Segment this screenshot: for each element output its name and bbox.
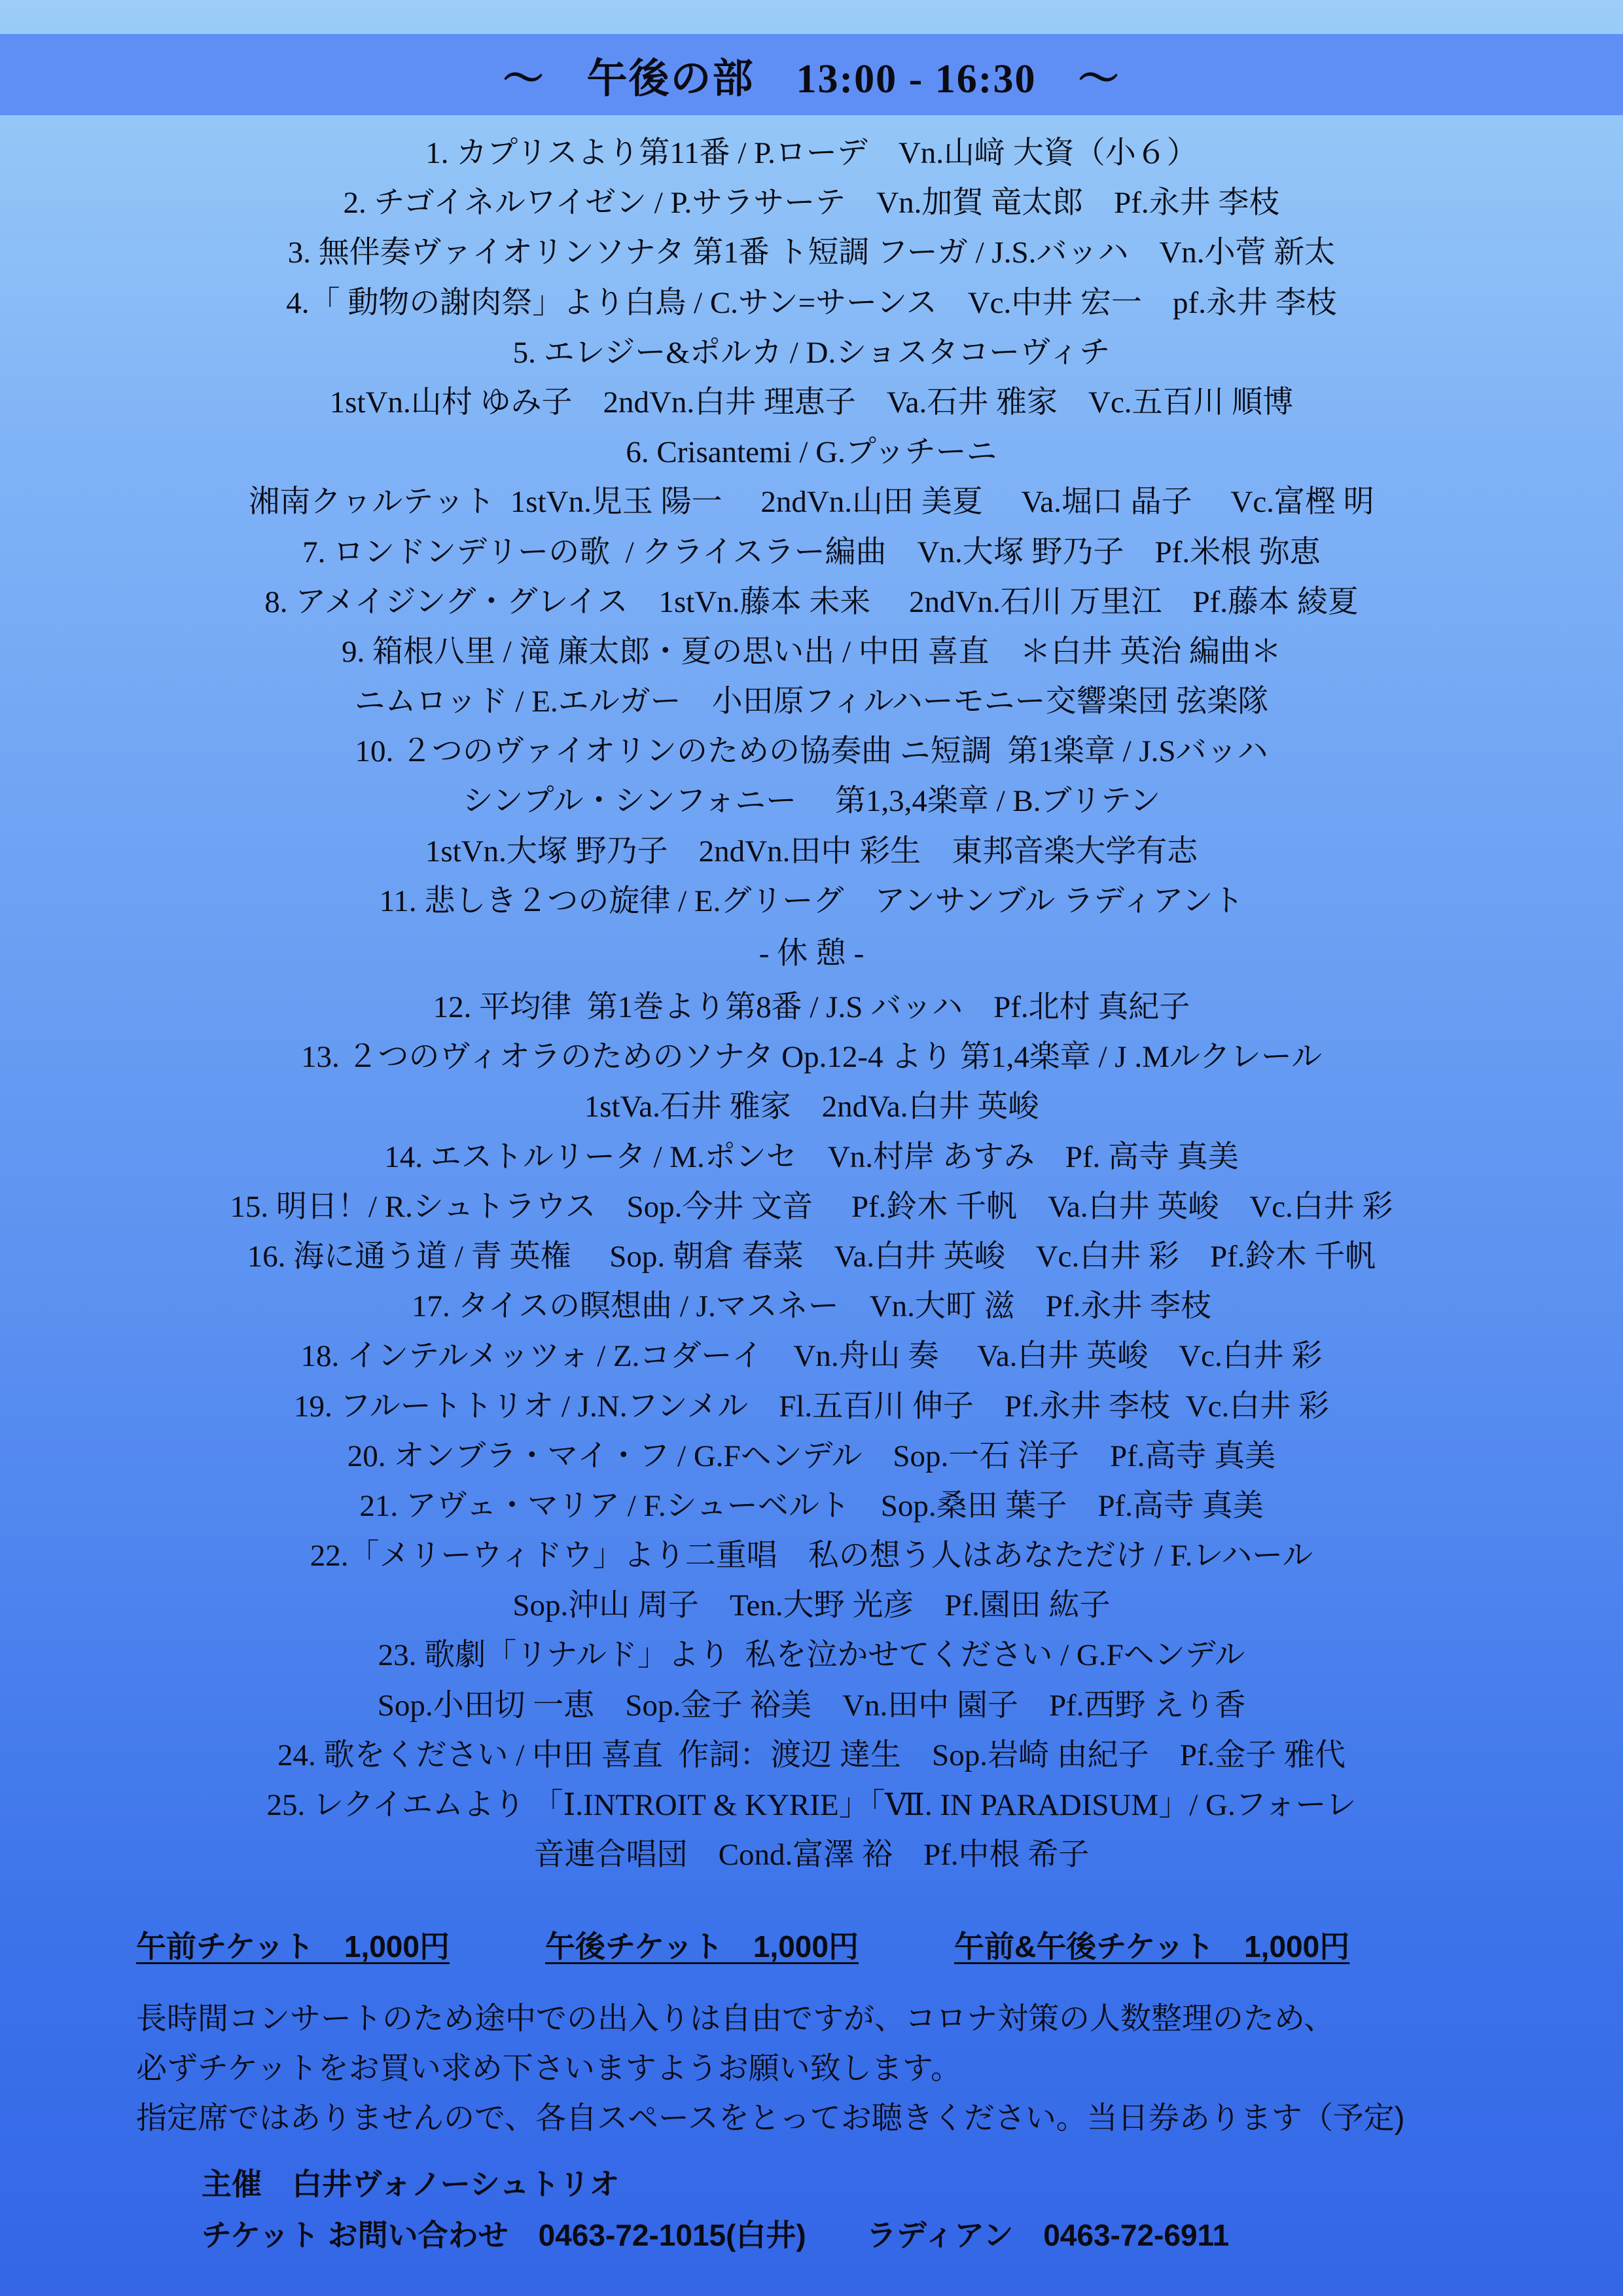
program-line: 15. 明日！/ R.シュトラウス Sop.今井 文音 Pf.鈴木 千帆 Va.白井 英峻 Vc.白井 彩: [230, 1189, 1393, 1224]
notice-text: [136, 1994, 1404, 2143]
program-line: 14. エストルリータ / M.ポンセ Vn.村岸 あすみ Pf. 高寺 真美: [384, 1139, 1239, 1174]
intermission-label: - 休 憩 -: [758, 937, 865, 971]
program-line: 8. アメイジング・グレイス 1stVn.藤本 未来 2ndVn.石川 万里江 Pf.藤本 綾夏: [264, 584, 1359, 619]
header-band: [0, 34, 1623, 115]
notice-line: 長時間コンサートのため途中での出入りは自由ですが、コロナ対策の人数整理のため、: [136, 2001, 1335, 2036]
program-line: 11. 悲しき２つの旋律 / E.グリーグ アンサンブル ラディアント: [379, 884, 1244, 918]
organizer-line: 主催 白井ヴォノーシュトリオ: [202, 2167, 620, 2201]
program-line: 3. 無伴奏ヴァイオリンソナタ 第1番 ト短調 フーガ / J.S.バッハ Vn.小菅 新太: [287, 236, 1336, 270]
ticket-both: 午前&午後チケット 1,000円: [954, 1929, 1350, 1964]
program-line: 湘南クヮルテット 1stVn.児玉 陽一 2ndVn.山田 美夏 Va.堀口 晶子 Vc.富樫 明: [249, 485, 1374, 520]
program-line: 1. カプリスより第11番 / P.ローデ Vn.山﨑 大資（小６）: [425, 136, 1198, 170]
program-list: [0, 128, 1623, 1880]
program-line: 12. 平均律 第1巻より第8番 / J.S バッハ Pf.北村 真紀子: [433, 990, 1190, 1024]
program-line: 4.「 動物の謝肉祭」より白鳥 / C.サン=サーンス Vc.中井 宏一 pf.永井 李枝: [286, 285, 1337, 320]
program-line: 音連合唱団 Cond.富澤 裕 Pf.中根 希子: [533, 1838, 1090, 1873]
program-line: 21. アヴェ・マリア / F.シューベルト Sop.桑田 葉子 Pf.高寺 真美: [359, 1488, 1264, 1523]
program-line: 7. ロンドンデリーの歌 / クライスラー編曲 Vn.大塚 野乃子 Pf.米根 弥恵: [302, 535, 1321, 569]
program-line: 22.「メリーウィドウ」より二重唱 私の想う人はあなただけ / F.レハール: [310, 1539, 1313, 1573]
program-line: Sop.小田切 一恵 Sop.金子 裕美 Vn.田中 園子 Pf.西野 えり香: [377, 1688, 1246, 1723]
program-line: 6. Crisantemi / G.プッチーニ: [626, 435, 997, 470]
ticket-afternoon: 午後チケット 1,000円: [545, 1929, 859, 1964]
program-line: シンプル・シンフォニー 第1,3,4楽章 / B.ブリテン: [462, 784, 1161, 819]
program-line: 18. インテルメッツォ / Z.コダーイ Vn.舟山 奏 Va.白井 英峻 Vc.白井 彩: [300, 1339, 1323, 1374]
program-line: 5. エレジー&ポルカ / D.ショスタコーヴィチ: [512, 335, 1111, 370]
notice-line: 指定席ではありませんので、各自スペースをとってお聴きください。当日券あります（予定): [136, 2100, 1405, 2135]
contact-line: チケット お問い合わせ 0463-72-1015(白井) ラディアン 0463-72-6911: [202, 2218, 1230, 2252]
program-line: 10. ２つのヴァイオリンのための協奏曲 ニ短調 第1楽章 / J.Sバッハ: [355, 734, 1268, 769]
program-line: 1stVn.山村 ゆみ子 2ndVn.白井 理恵子 Va.石井 雅家 Vc.五百川 順博: [329, 385, 1294, 420]
program-line: 17. タイスの瞑想曲 / J.マスネー Vn.大町 滋 Pf.永井 李枝: [412, 1289, 1211, 1324]
program-line: ニムロッド / E.エルガー 小田原フィルハーモニー交響楽団 弦楽隊: [354, 685, 1269, 719]
program-line: 24. 歌をください / 中田 喜直 作詞：渡辺 達生 Sop.岩崎 由紀子 Pf.金子 雅代: [277, 1738, 1346, 1772]
program-line: 13. ２つのヴィオラのためのソナタ Op.12-4 より 第1,4楽章 / J .Mルクレール: [301, 1040, 1322, 1075]
program-line: 9. 箱根八里 / 滝 廉太郎・夏の思い出 / 中田 喜直 ＊白井 英治 編曲＊: [341, 634, 1282, 669]
program-line: 16. 海に通う道 / 青 英権 Sop. 朝倉 春菜 Va.白井 英峻 Vc.白井 彩 Pf.鈴木 千帆: [247, 1239, 1376, 1274]
program-line: 1stVn.大塚 野乃子 2ndVn.田中 彩生 東邦音楽大学有志: [425, 834, 1198, 869]
program-line: Sop.沖山 周子 Ten.大野 光彦 Pf.園田 紘子: [512, 1588, 1111, 1623]
program-line: 1stVa.石井 雅家 2ndVa.白井 英峻: [584, 1090, 1039, 1124]
footer: [202, 2159, 1229, 2261]
program-line: 19. フルートトリオ / J.N.フンメル Fl.五百川 伸子 Pf.永井 李枝 Vc.白井 彩: [294, 1389, 1329, 1424]
program-line: 23. 歌劇「リナルド」より 私を泣かせてください / G.Fヘンデル: [378, 1638, 1245, 1673]
notice-line: 必ずチケットをお買い求め下さいますようお願い致します。: [136, 2051, 962, 2085]
page-title: ～ 午後の部 13:00 - 16:30 ～: [503, 56, 1120, 101]
program-line: 25. レクイエムより 「Ⅰ.INTROIT & KYRIE」「Ⅶ. IN PARADISUM」/ G.フォーレ: [266, 1788, 1357, 1822]
ticket-morning: 午前チケット 1,000円: [136, 1929, 450, 1964]
program-line: 20. オンブラ・マイ・フ / G.Fヘンデル Sop.一石 洋子 Pf.高寺 真美: [347, 1439, 1276, 1473]
program-line: 2. チゴイネルワイゼン / P.サラサーテ Vn.加賀 竜太郎 Pf.永井 李枝: [343, 186, 1280, 221]
